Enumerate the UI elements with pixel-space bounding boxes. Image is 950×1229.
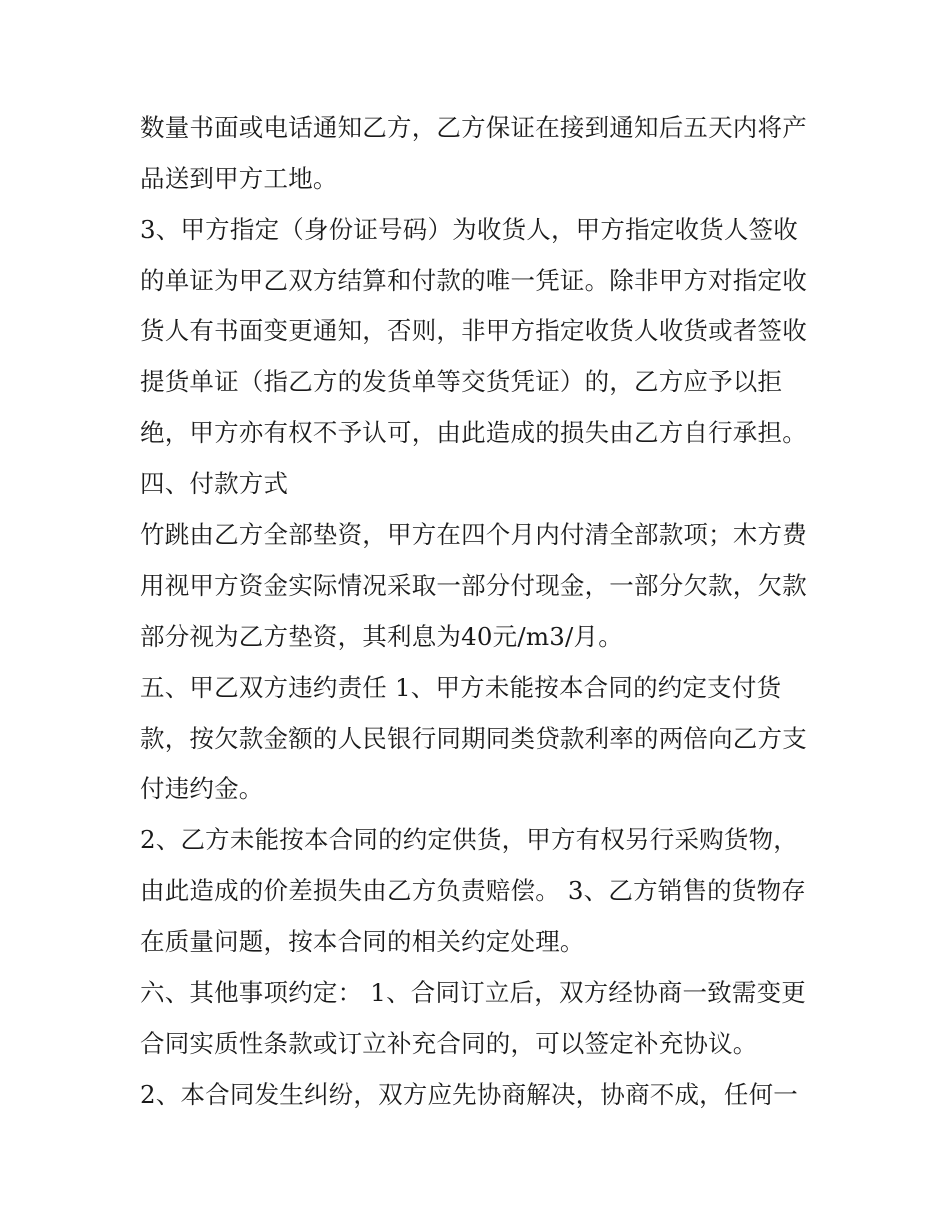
text-line: 部分视为乙方垫资，其利息为40元/m3/月。 [140,622,623,651]
text-line: 合同实质性条款或订立补充合同的，可以签定补充协议。 [140,1029,758,1058]
text-line: 六、其他事项约定： 1、合同订立后，双方经协商一致需变更 [140,978,806,1007]
text-line: 品送到甲方工地。 [140,164,338,193]
text-line: 提货单证（指乙方的发货单等交货凭证）的，乙方应予以拒 [140,367,783,396]
text-line: 在质量问题，按本合同的相关约定处理。 [140,927,585,956]
text-line: 绝，甲方亦有权不予认可，由此造成的损失由乙方自行承担。 [140,418,807,447]
text-line: 2、乙方未能按本合同的约定供货，甲方有权另行采购货物， [140,825,798,854]
text-line: 由此造成的价差损失由乙方负责赔偿。 3、乙方销售的货物存 [140,876,806,905]
text-line: 2、本合同发生纠纷，双方应先协商解决，协商不成，任何一 [140,1080,798,1109]
text-line: 付违约金。 [140,774,264,803]
text-line: 数量书面或电话通知乙方，乙方保证在接到通知后五天内将产 [140,113,807,142]
text-line: 五、甲乙双方违约责任 1、甲方未能按本合同的约定支付货 [140,673,782,702]
text-line: 货人有书面变更通知，否则，非甲方指定收货人收货或者签收 [140,316,807,345]
text-line: 竹跳由乙方全部垫资，甲方在四个月内付清全部款项；木方费 [140,520,807,549]
text-line: 用视甲方资金实际情况采取一部分付现金，一部分欠款，欠款 [140,571,807,600]
text-line: 款，按欠款金额的人民银行同期同类贷款利率的两倍向乙方支 [140,724,807,753]
section-heading: 四、付款方式 [140,469,289,498]
text-line: 的单证为甲乙双方结算和付款的唯一凭证。除非甲方对指定收 [140,266,807,295]
text-line: 3、甲方指定（身份证号码）为收货人，甲方指定收货人签收 [140,215,798,244]
